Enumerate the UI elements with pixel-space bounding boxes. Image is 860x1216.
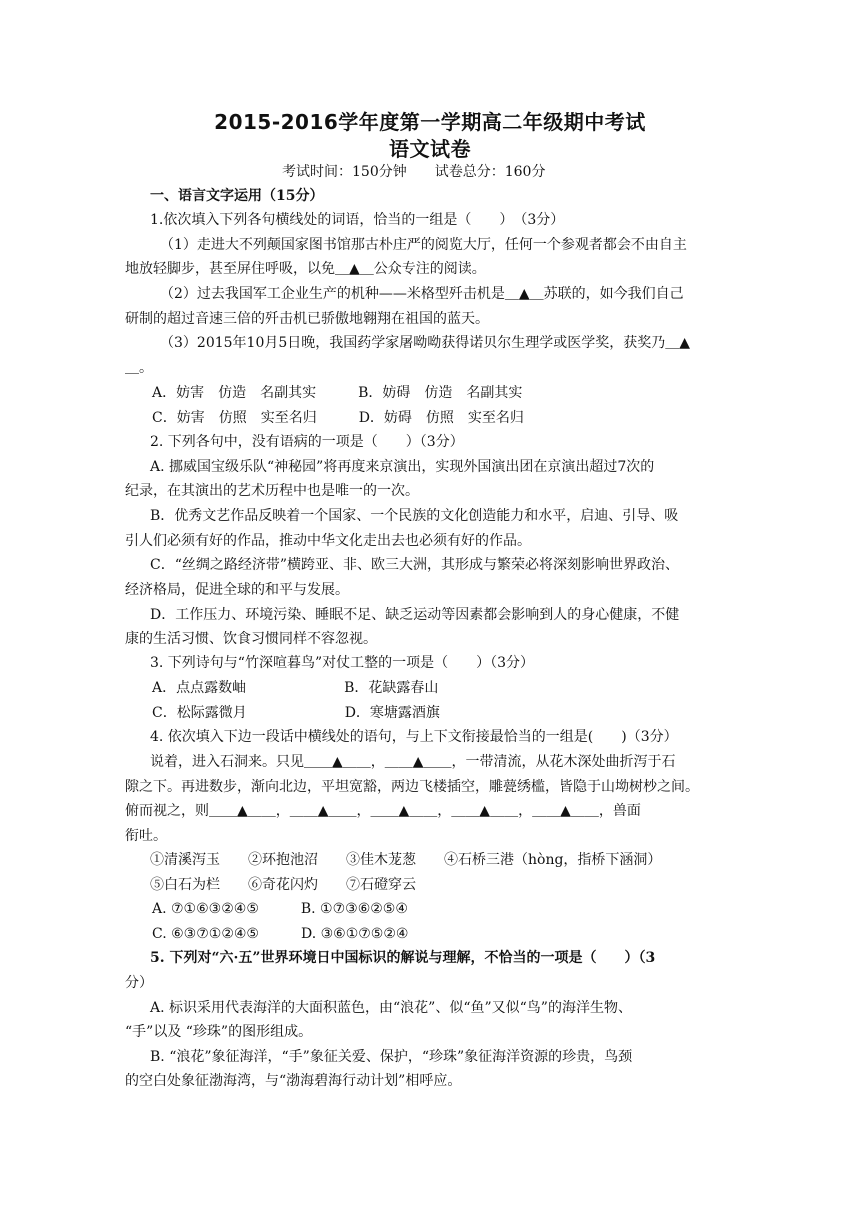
paragraph-line: B．优秀文艺作品反映着一个国家、一个民族的文化创造能力和水平，启迪、引导、吸 [150, 508, 679, 524]
option-line: A. ⑦①⑥③②④⑤ B. ①⑦③⑥②⑤④ [152, 901, 408, 917]
question-3-stem: 3. 下列诗句与“竹深喧暮鸟”对仗工整的一项是（ ）（3分） [150, 655, 535, 671]
exam-meta: 考试时间：150分钟 试卷总分：160分 [282, 164, 546, 180]
paragraph-line: “手”以及 “珍珠”的图形组成。 [125, 1024, 313, 1040]
paragraph-line: 引人们必须有好的作品，推动中华文化走出去也必须有好的作品。 [125, 533, 531, 549]
paragraph-line: 经济格局，促进全球的和平与发展。 [125, 582, 349, 598]
option-line: C．松际露微月 D．寒塘露酒旗 [152, 705, 440, 721]
option-line: C. ⑥③⑦①②④⑤ D. ③⑥①⑦⑤②④ [152, 926, 409, 942]
choice-items: ⑤白石为栏 ⑥奇花闪灼 ⑦石磴穿云 [150, 877, 416, 893]
paragraph-line: 俯而视之，则＿＿▲＿＿，＿＿▲＿＿，＿＿▲＿＿，＿＿▲＿＿，＿＿▲＿＿，兽面 [125, 803, 641, 819]
paragraph-line: （1）走进大不列颠国家图书馆那古朴庄严的阅览大厅，任何一个参观者都会不由自主 [160, 237, 687, 253]
paragraph-line: D．工作压力、环境污染、睡眠不足、缺乏运动等因素都会影响到人的身心健康，不健 [150, 607, 680, 623]
paragraph-line: 地放轻脚步，甚至屏住呼吸，以免＿▲＿公众专注的阅读。 [125, 261, 486, 277]
paragraph-line: B. “浪花”象征海洋，“手”象征关爱、保护，“珍珠”象征海洋资源的珍贵，鸟颈 [150, 1049, 633, 1065]
question-2-stem: 2. 下列各句中，没有语病的一项是（ ）（3分） [150, 434, 464, 450]
question-5-stem: 5. 下列对“六·五”世界环境日中国标识的解说与理解，不恰当的一项是（ ）（3 [150, 950, 656, 966]
section-heading: 一、语言文字运用（15分） [150, 188, 324, 204]
paragraph-line: （3）2015年10月5日晚，我国药学家屠呦呦获得诺贝尔生理学或医学奖，获奖乃＿▲ [160, 335, 691, 351]
paragraph-line: 康的生活习惯、饮食习惯同样不容忽视。 [125, 631, 377, 647]
paragraph-line: C．“丝绸之路经济带”横跨亚、非、欧三大洲，其形成与繁荣必将深刻影响世界政治、 [150, 557, 680, 573]
paragraph-line: A. 标识采用代表海洋的大面积蓝色，由“浪花”、似“鱼”又似“鸟”的海洋生物、 [150, 1000, 632, 1016]
exam-subtitle: 语文试卷 [389, 137, 471, 161]
option-line: A．点点露数岫 B．花缺露春山 [152, 680, 439, 696]
question-4-stem: 4. 依次填入下边一段话中横线处的语句，与上下文衔接最恰当的一组是( )（3分） [150, 729, 678, 745]
paragraph-line: 说着，进入石洞来。只见＿＿▲＿＿，＿＿▲＿＿，一带清流，从花木深处曲折泻于石 [150, 754, 676, 770]
paragraph-line: 分） [125, 975, 153, 991]
paragraph-line: （2）过去我国军工企业生产的机种——米格型歼击机是＿▲＿苏联的，如今我们自己 [160, 286, 684, 302]
option-line: C．妨害 仿照 实至名归 D．妨碍 仿照 实至名归 [152, 410, 524, 426]
exam-title: 2015-2016学年度第一学期高二年级期中考试 [214, 110, 646, 134]
paragraph-line: ＿。 [125, 360, 153, 376]
question-1-stem: 1.依次填入下列各句横线处的词语，恰当的一组是（ ） （3分） [150, 212, 565, 228]
paragraph-line: 研制的超过音速三倍的歼击机已骄傲地翱翔在祖国的蓝天。 [125, 311, 489, 327]
paragraph-line: 纪录，在其演出的艺术历程中也是唯一的一次。 [125, 483, 419, 499]
paragraph-line: 的空白处象征渤海湾，与“渤海碧海行动计划”相呼应。 [125, 1073, 462, 1089]
paragraph-line: 隙之下。再进数步，渐向北边，平坦宽豁，两边飞楼插空，雕甍绣槛，皆隐于山坳树杪之间。 [125, 779, 699, 795]
choice-items: ①清溪泻玉 ②环抱池沼 ③佳木茏葱 ④石桥三港（hòng，指桥下涵洞） [150, 852, 662, 868]
paragraph-line: 衔吐。 [125, 828, 167, 844]
paragraph-line: A. 挪威国宝级乐队“神秘园”将再度来京演出，实现外国演出团在京演出超过7次的 [150, 459, 655, 475]
option-line: A．妨害 仿造 名副其实 B．妨碍 仿造 名副其实 [152, 385, 523, 401]
